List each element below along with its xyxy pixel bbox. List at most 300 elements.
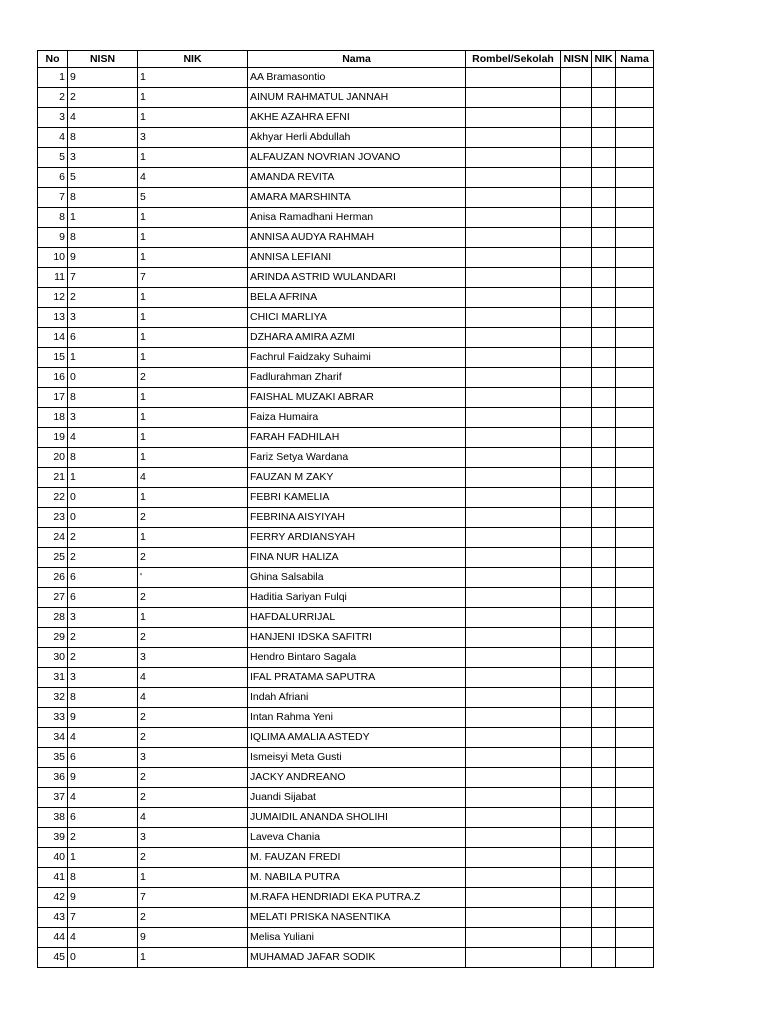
- row-nisn-cell: 2: [68, 648, 138, 668]
- row-no-cell: 19: [38, 428, 68, 448]
- row-nama-cell: IQLIMA AMALIA ASTEDY: [248, 728, 466, 748]
- row-no-cell: 26: [38, 568, 68, 588]
- row-rombel-cell: [466, 428, 561, 448]
- row-nama-cell: ANNISA LEFIANI: [248, 248, 466, 268]
- row-nik-cell: 2: [138, 848, 248, 868]
- row-rombel-cell: [466, 188, 561, 208]
- row-nisn2-cell: [561, 568, 592, 588]
- row-nama-cell: Anisa Ramadhani Herman: [248, 208, 466, 228]
- row-nik2-cell: [592, 228, 616, 248]
- row-nik2-cell: [592, 168, 616, 188]
- row-nik2-cell: [592, 148, 616, 168]
- row-nama-cell: Intan Rahma Yeni: [248, 708, 466, 728]
- row-nisn2-cell: [561, 928, 592, 948]
- row-no-cell: 43: [38, 908, 68, 928]
- row-nisn2-cell: [561, 208, 592, 228]
- row-nik2-cell: [592, 568, 616, 588]
- header-nisn-2: NISN: [561, 51, 592, 68]
- row-nisn2-cell: [561, 428, 592, 448]
- row-nama2-cell: [616, 888, 654, 908]
- table-row: [38, 788, 654, 808]
- row-nik2-cell: [592, 288, 616, 308]
- row-nik2-cell: [592, 248, 616, 268]
- row-nisn-cell: 4: [68, 728, 138, 748]
- row-nama-cell: Juandi Sijabat: [248, 788, 466, 808]
- row-nik-cell: 4: [138, 808, 248, 828]
- row-nik-cell: 2: [138, 708, 248, 728]
- row-nik-cell: 1: [138, 148, 248, 168]
- row-nisn-cell: 1: [68, 208, 138, 228]
- row-nik-cell: 1: [138, 68, 248, 88]
- row-nama-cell: DZHARA AMIRA AZMI: [248, 328, 466, 348]
- row-nisn-cell: 9: [68, 888, 138, 908]
- row-nisn-cell: 2: [68, 288, 138, 308]
- row-nisn2-cell: [561, 548, 592, 568]
- row-nama-cell: ALFAUZAN NOVRIAN JOVANO: [248, 148, 466, 168]
- row-rombel-cell: [466, 368, 561, 388]
- row-nisn-cell: 0: [68, 948, 138, 968]
- row-nisn2-cell: [561, 108, 592, 128]
- row-nik-cell: 2: [138, 508, 248, 528]
- row-nik-cell: 4: [138, 688, 248, 708]
- row-no-cell: 41: [38, 868, 68, 888]
- row-no-cell: 8: [38, 208, 68, 228]
- table-row: [38, 928, 654, 948]
- row-nisn-cell: 9: [68, 68, 138, 88]
- table-row: [38, 128, 654, 148]
- row-no-cell: 1: [38, 68, 68, 88]
- row-nisn-cell: 3: [68, 608, 138, 628]
- row-rombel-cell: [466, 548, 561, 568]
- table-row: [38, 528, 654, 548]
- row-nik2-cell: [592, 628, 616, 648]
- row-nik2-cell: [592, 388, 616, 408]
- row-rombel-cell: [466, 348, 561, 368]
- row-no-cell: 30: [38, 648, 68, 668]
- row-rombel-cell: [466, 408, 561, 428]
- row-no-cell: 45: [38, 948, 68, 968]
- row-nama-cell: FAISHAL MUZAKI ABRAR: [248, 388, 466, 408]
- row-no-cell: 44: [38, 928, 68, 948]
- row-rombel-cell: [466, 328, 561, 348]
- row-nama-cell: Indah Afriani: [248, 688, 466, 708]
- row-rombel-cell: [466, 808, 561, 828]
- table-row: [38, 108, 654, 128]
- row-nisn2-cell: [561, 88, 592, 108]
- row-nik-cell: 1: [138, 228, 248, 248]
- row-nisn2-cell: [561, 508, 592, 528]
- row-nama2-cell: [616, 688, 654, 708]
- table-row: [38, 208, 654, 228]
- table-row: [38, 768, 654, 788]
- row-nik-cell: 2: [138, 768, 248, 788]
- table-row: [38, 808, 654, 828]
- row-rombel-cell: [466, 68, 561, 88]
- row-nik2-cell: [592, 948, 616, 968]
- row-nik-cell: 1: [138, 108, 248, 128]
- row-nisn2-cell: [561, 688, 592, 708]
- row-nama-cell: M. FAUZAN FREDI: [248, 848, 466, 868]
- row-nisn-cell: 8: [68, 688, 138, 708]
- row-nik2-cell: [592, 128, 616, 148]
- row-nik-cell: 1: [138, 348, 248, 368]
- row-nisn2-cell: [561, 708, 592, 728]
- table-row: [38, 328, 654, 348]
- row-nisn2-cell: [561, 788, 592, 808]
- table-row: [38, 288, 654, 308]
- header-no: No: [38, 51, 68, 68]
- row-nisn2-cell: [561, 268, 592, 288]
- row-nisn-cell: 2: [68, 548, 138, 568]
- row-nik2-cell: [592, 728, 616, 748]
- row-nik-cell: 1: [138, 308, 248, 328]
- row-nisn2-cell: [561, 228, 592, 248]
- row-rombel-cell: [466, 868, 561, 888]
- row-nama-cell: AINUM RAHMATUL JANNAH: [248, 88, 466, 108]
- row-nisn2-cell: [561, 908, 592, 928]
- row-nama2-cell: [616, 788, 654, 808]
- row-rombel-cell: [466, 488, 561, 508]
- row-nisn-cell: 6: [68, 808, 138, 828]
- row-nik2-cell: [592, 468, 616, 488]
- row-no-cell: 31: [38, 668, 68, 688]
- table-row: [38, 868, 654, 888]
- row-nik-cell: 1: [138, 428, 248, 448]
- row-nik2-cell: [592, 708, 616, 728]
- row-nik-cell: 4: [138, 668, 248, 688]
- row-rombel-cell: [466, 568, 561, 588]
- table-row: [38, 488, 654, 508]
- row-nama2-cell: [616, 68, 654, 88]
- row-nama2-cell: [616, 668, 654, 688]
- row-nama2-cell: [616, 348, 654, 368]
- row-nama-cell: BELA AFRINA: [248, 288, 466, 308]
- row-rombel-cell: [466, 508, 561, 528]
- table-row: [38, 908, 654, 928]
- row-nik-cell: 4: [138, 468, 248, 488]
- table-row: [38, 248, 654, 268]
- row-rombel-cell: [466, 748, 561, 768]
- row-nisn-cell: 1: [68, 468, 138, 488]
- row-nama-cell: FARAH FADHILAH: [248, 428, 466, 448]
- row-nisn-cell: 8: [68, 448, 138, 468]
- row-nisn2-cell: [561, 468, 592, 488]
- row-nisn-cell: 9: [68, 248, 138, 268]
- row-no-cell: 15: [38, 348, 68, 368]
- row-rombel-cell: [466, 528, 561, 548]
- row-nik2-cell: [592, 768, 616, 788]
- row-no-cell: 5: [38, 148, 68, 168]
- row-nama2-cell: [616, 908, 654, 928]
- row-nik2-cell: [592, 788, 616, 808]
- row-nama-cell: Melisa Yuliani: [248, 928, 466, 948]
- row-no-cell: 39: [38, 828, 68, 848]
- row-nik-cell: 3: [138, 648, 248, 668]
- row-nik2-cell: [592, 508, 616, 528]
- row-no-cell: 18: [38, 408, 68, 428]
- row-rombel-cell: [466, 948, 561, 968]
- row-rombel-cell: [466, 468, 561, 488]
- row-nik-cell: 1: [138, 288, 248, 308]
- row-nik2-cell: [592, 308, 616, 328]
- row-nama2-cell: [616, 808, 654, 828]
- row-nisn-cell: 2: [68, 528, 138, 548]
- row-nama-cell: AA Bramasontio: [248, 68, 466, 88]
- row-nik-cell: 2: [138, 628, 248, 648]
- row-nisn-cell: 6: [68, 568, 138, 588]
- row-nisn2-cell: [561, 608, 592, 628]
- row-no-cell: 2: [38, 88, 68, 108]
- row-no-cell: 36: [38, 768, 68, 788]
- row-no-cell: 35: [38, 748, 68, 768]
- row-nama2-cell: [616, 828, 654, 848]
- row-nama2-cell: [616, 408, 654, 428]
- row-nik2-cell: [592, 408, 616, 428]
- row-no-cell: 12: [38, 288, 68, 308]
- table-row: [38, 848, 654, 868]
- row-nama-cell: IFAL PRATAMA SAPUTRA: [248, 668, 466, 688]
- row-nama-cell: ARINDA ASTRID WULANDARI: [248, 268, 466, 288]
- row-nama2-cell: [616, 308, 654, 328]
- row-nama-cell: Fadlurahman Zharif: [248, 368, 466, 388]
- row-nik-cell: 2: [138, 368, 248, 388]
- header-row: [38, 51, 654, 68]
- table-row: [38, 748, 654, 768]
- row-nik2-cell: [592, 888, 616, 908]
- row-no-cell: 14: [38, 328, 68, 348]
- row-nama2-cell: [616, 948, 654, 968]
- row-nik2-cell: [592, 688, 616, 708]
- table-row: [38, 948, 654, 968]
- header-nik-2: NIK: [592, 51, 616, 68]
- row-nama2-cell: [616, 368, 654, 388]
- table-row: [38, 68, 654, 88]
- row-nisn2-cell: [561, 308, 592, 328]
- row-nama2-cell: [616, 588, 654, 608]
- row-nik-cell: 2: [138, 728, 248, 748]
- row-nik-cell: 1: [138, 488, 248, 508]
- row-nama-cell: AMANDA REVITA: [248, 168, 466, 188]
- row-nama-cell: FAUZAN M ZAKY: [248, 468, 466, 488]
- row-nisn-cell: 9: [68, 768, 138, 788]
- row-nisn2-cell: [561, 648, 592, 668]
- row-nisn2-cell: [561, 888, 592, 908]
- row-nisn-cell: 3: [68, 668, 138, 688]
- row-nik-cell: 1: [138, 328, 248, 348]
- table-row: [38, 828, 654, 848]
- row-nama-cell: MUHAMAD JAFAR SODIK: [248, 948, 466, 968]
- table-row: [38, 708, 654, 728]
- row-rombel-cell: [466, 588, 561, 608]
- row-nama2-cell: [616, 228, 654, 248]
- row-nisn2-cell: [561, 368, 592, 388]
- table-row: [38, 268, 654, 288]
- row-nama2-cell: [616, 768, 654, 788]
- row-nisn2-cell: [561, 768, 592, 788]
- row-nisn-cell: 0: [68, 488, 138, 508]
- row-nik2-cell: [592, 848, 616, 868]
- row-nik-cell: 1: [138, 528, 248, 548]
- row-nik-cell: 7: [138, 268, 248, 288]
- row-nisn-cell: 4: [68, 928, 138, 948]
- row-rombel-cell: [466, 388, 561, 408]
- row-nik2-cell: [592, 908, 616, 928]
- row-nik2-cell: [592, 528, 616, 548]
- table-row: [38, 508, 654, 528]
- row-nisn2-cell: [561, 448, 592, 468]
- row-nik-cell: 1: [138, 868, 248, 888]
- row-no-cell: 37: [38, 788, 68, 808]
- row-nisn2-cell: [561, 728, 592, 748]
- row-nisn-cell: 1: [68, 348, 138, 368]
- row-nama2-cell: [616, 628, 654, 648]
- row-nik2-cell: [592, 548, 616, 568]
- row-rombel-cell: [466, 828, 561, 848]
- row-rombel-cell: [466, 928, 561, 948]
- row-nisn2-cell: [561, 348, 592, 368]
- row-no-cell: 27: [38, 588, 68, 608]
- row-no-cell: 11: [38, 268, 68, 288]
- row-rombel-cell: [466, 228, 561, 248]
- table-row: [38, 88, 654, 108]
- row-rombel-cell: [466, 688, 561, 708]
- row-rombel-cell: [466, 768, 561, 788]
- row-rombel-cell: [466, 88, 561, 108]
- row-nik2-cell: [592, 648, 616, 668]
- row-no-cell: 25: [38, 548, 68, 568]
- row-no-cell: 6: [38, 168, 68, 188]
- row-nisn-cell: 8: [68, 388, 138, 408]
- row-nisn-cell: 7: [68, 908, 138, 928]
- row-no-cell: 22: [38, 488, 68, 508]
- table-row: [38, 388, 654, 408]
- row-nisn2-cell: [561, 388, 592, 408]
- header-nisn: NISN: [68, 51, 138, 68]
- row-nisn-cell: 8: [68, 188, 138, 208]
- row-nik2-cell: [592, 428, 616, 448]
- row-nik-cell: ': [138, 568, 248, 588]
- row-rombel-cell: [466, 628, 561, 648]
- row-nama2-cell: [616, 488, 654, 508]
- row-nama-cell: JACKY ANDREANO: [248, 768, 466, 788]
- row-nama-cell: AMARA MARSHINTA: [248, 188, 466, 208]
- row-nama2-cell: [616, 108, 654, 128]
- row-nama-cell: ANNISA AUDYA RAHMAH: [248, 228, 466, 248]
- row-nik2-cell: [592, 608, 616, 628]
- row-nisn2-cell: [561, 488, 592, 508]
- row-nama-cell: Haditia Sariyan Fulqi: [248, 588, 466, 608]
- row-nama2-cell: [616, 388, 654, 408]
- row-nama2-cell: [616, 288, 654, 308]
- row-nama-cell: HANJENI IDSKA SAFITRI: [248, 628, 466, 648]
- row-rombel-cell: [466, 908, 561, 928]
- row-rombel-cell: [466, 248, 561, 268]
- table-row: [38, 688, 654, 708]
- row-nik2-cell: [592, 748, 616, 768]
- row-nama2-cell: [616, 868, 654, 888]
- table-row: [38, 368, 654, 388]
- header-nik: NIK: [138, 51, 248, 68]
- row-nisn-cell: 7: [68, 268, 138, 288]
- row-nik2-cell: [592, 808, 616, 828]
- row-no-cell: 21: [38, 468, 68, 488]
- row-no-cell: 7: [38, 188, 68, 208]
- row-nik-cell: 1: [138, 408, 248, 428]
- row-rombel-cell: [466, 648, 561, 668]
- row-nama-cell: M.RAFA HENDRIADI EKA PUTRA.Z: [248, 888, 466, 908]
- row-nisn-cell: 6: [68, 748, 138, 768]
- row-nisn2-cell: [561, 248, 592, 268]
- table-row: [38, 608, 654, 628]
- row-no-cell: 34: [38, 728, 68, 748]
- row-no-cell: 10: [38, 248, 68, 268]
- row-nama2-cell: [616, 128, 654, 148]
- row-nik-cell: 3: [138, 828, 248, 848]
- row-nik-cell: 1: [138, 448, 248, 468]
- header-rombel-sekolah: Rombel/Sekolah: [466, 51, 561, 68]
- table-row: [38, 348, 654, 368]
- row-nama2-cell: [616, 508, 654, 528]
- row-nik2-cell: [592, 268, 616, 288]
- row-no-cell: 13: [38, 308, 68, 328]
- row-nisn2-cell: [561, 668, 592, 688]
- row-rombel-cell: [466, 308, 561, 328]
- row-no-cell: 32: [38, 688, 68, 708]
- row-nama2-cell: [616, 188, 654, 208]
- row-nik2-cell: [592, 68, 616, 88]
- row-nama-cell: M. NABILA PUTRA: [248, 868, 466, 888]
- row-nisn2-cell: [561, 828, 592, 848]
- table-row: [38, 468, 654, 488]
- row-nama-cell: Ghina Salsabila: [248, 568, 466, 588]
- row-nisn-cell: 0: [68, 368, 138, 388]
- row-nisn2-cell: [561, 588, 592, 608]
- row-nik2-cell: [592, 88, 616, 108]
- row-nama2-cell: [616, 608, 654, 628]
- table-row: [38, 728, 654, 748]
- row-nama2-cell: [616, 928, 654, 948]
- row-nisn-cell: 4: [68, 788, 138, 808]
- row-nama-cell: JUMAIDIL ANANDA SHOLIHI: [248, 808, 466, 828]
- row-nik2-cell: [592, 868, 616, 888]
- row-nama2-cell: [616, 448, 654, 468]
- row-nisn-cell: 3: [68, 308, 138, 328]
- row-rombel-cell: [466, 108, 561, 128]
- row-nik-cell: 1: [138, 948, 248, 968]
- row-nama2-cell: [616, 328, 654, 348]
- row-nisn2-cell: [561, 628, 592, 648]
- row-nisn-cell: 2: [68, 88, 138, 108]
- row-nik-cell: 2: [138, 788, 248, 808]
- table-row: [38, 668, 654, 688]
- row-no-cell: 17: [38, 388, 68, 408]
- row-rombel-cell: [466, 668, 561, 688]
- table-row: [38, 428, 654, 448]
- row-nama2-cell: [616, 528, 654, 548]
- row-nisn2-cell: [561, 168, 592, 188]
- table-row: [38, 568, 654, 588]
- row-nisn-cell: 8: [68, 868, 138, 888]
- row-nisn2-cell: [561, 848, 592, 868]
- row-no-cell: 4: [38, 128, 68, 148]
- row-no-cell: 29: [38, 628, 68, 648]
- row-nisn2-cell: [561, 188, 592, 208]
- row-nik2-cell: [592, 188, 616, 208]
- row-no-cell: 16: [38, 368, 68, 388]
- row-nama2-cell: [616, 428, 654, 448]
- row-rombel-cell: [466, 788, 561, 808]
- row-no-cell: 9: [38, 228, 68, 248]
